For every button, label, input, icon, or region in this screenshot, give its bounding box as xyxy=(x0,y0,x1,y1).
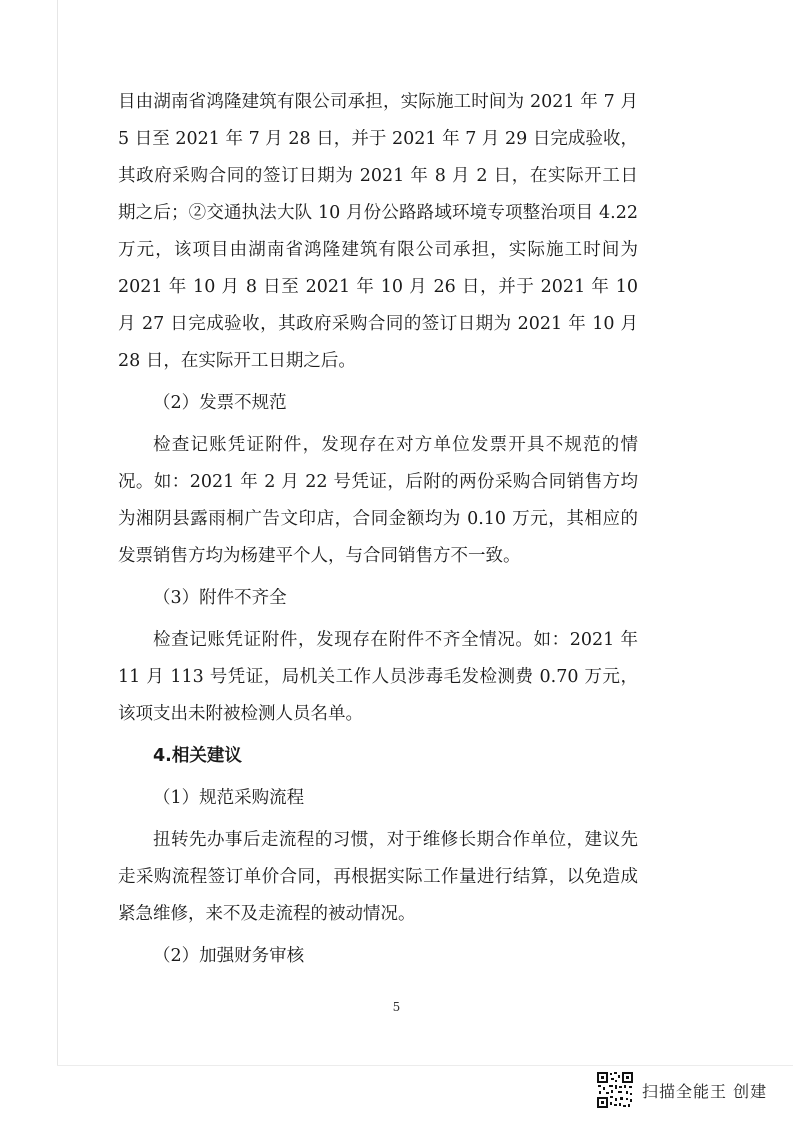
paragraph-attachments-details: 检查记账凭证附件，发现存在附件不齐全情况。如：2021 年 11 月 113 号凭证，局机关工作人员涉毒毛发检测费 0.70 万元，该项支出未附被检测人员名单。 xyxy=(118,630,638,724)
document-body xyxy=(118,84,638,975)
page-left-edge xyxy=(57,0,58,1065)
scanner-watermark xyxy=(596,1071,767,1109)
page-number: 5 xyxy=(392,1000,401,1014)
paragraph-procurement-continued: 目由湖南省鸿隆建筑有限公司承担，实际施工时间为 2021 年 7 月 5 日至 2021 年 7 月 28 日，并于 2021 年 7 月 29 日完成验收，其政府采购合同的签订日期为 2021 年 8 月 2 日，在实际开工日期之后；②交通执法大队 10 月份公路路域环境专项整治项目 4.22 万元，该项目由湖南省鸿隆建筑有限公司承担，实际施工时间为 2021 年 10 月 8 日至 2021 年 10 月 26 日，并于 2021 年 10 月 27 日完成验收，其政府采购合同的签订日期为 2021 年 10 月 28 日，在实际开工日期之后。 xyxy=(118,92,638,371)
qr-code-icon xyxy=(596,1071,634,1109)
heading-strengthen-financial-review: （2）加强财务审核 xyxy=(153,946,305,966)
watermark-text: 扫描全能王 创建 xyxy=(642,1081,768,1101)
section-heading-recommendations: 4.相关建议 xyxy=(153,746,242,766)
page-bottom-edge xyxy=(57,1065,793,1066)
heading-standardize-procurement: （1）规范采购流程 xyxy=(153,788,305,808)
paragraph-procurement-recommendation: 扭转先办事后走流程的习惯，对于维修长期合作单位，建议先走采购流程签订单价合同，再根据实际工作量进行结算，以免造成紧急维修，来不及走流程的被动情况。 xyxy=(118,830,638,924)
heading-invoice-irregular: （2）发票不规范 xyxy=(153,393,287,413)
paragraph-invoice-details: 检查记账凭证附件，发现存在对方单位发票开具不规范的情况。如：2021 年 2 月 22 号凭证，后附的两份采购合同销售方均为湘阴县露雨桐广告文印店，合同金额均为 0.10 万元，其相应的发票销售方均为杨建平个人，与合同销售方不一致。 xyxy=(118,435,638,566)
heading-attachments-incomplete: （3）附件不齐全 xyxy=(153,588,287,608)
